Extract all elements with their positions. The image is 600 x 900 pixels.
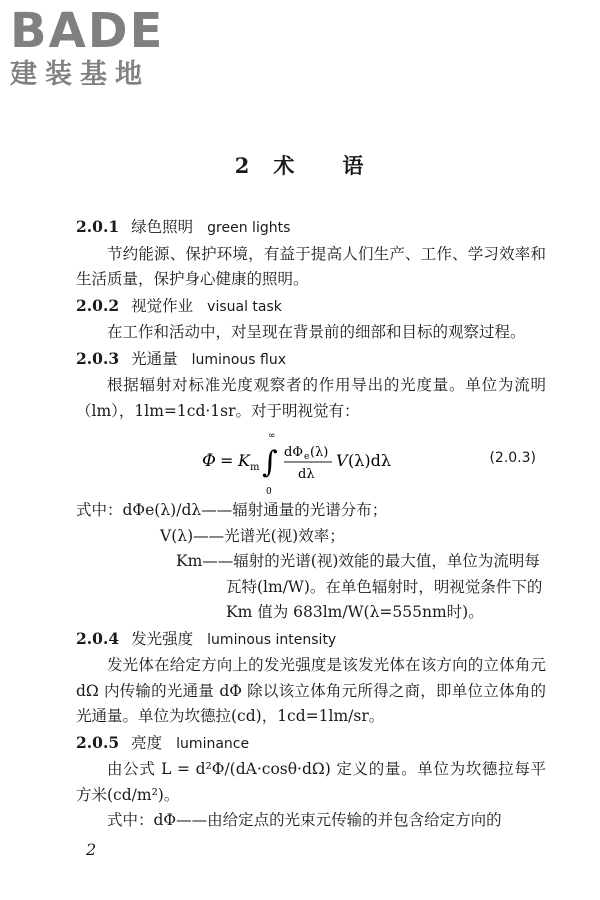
chapter-number: 2 xyxy=(234,153,252,178)
svg-text:V: V xyxy=(336,451,348,470)
svg-text:e: e xyxy=(304,452,310,462)
term-cn: 亮度 xyxy=(131,733,163,752)
term-heading xyxy=(76,346,546,374)
svg-text:(λ)dλ: (λ)dλ xyxy=(348,451,392,470)
term-en: luminous flux xyxy=(191,351,286,368)
term-heading xyxy=(76,730,546,758)
luminous-flux-formula xyxy=(202,428,432,498)
svg-text:dλ: dλ xyxy=(298,467,315,482)
term-definition: 发光体在给定方向上的发光强度是该发光体在该方向的立体角元 dΩ 内传输的光通量 dΦ 除以该立体角元所得之商，即单位立体角的光通量。单位为坎德拉(cd)，1cd=1lm/sr。 xyxy=(76,656,546,725)
term-cn: 光通量 xyxy=(131,349,178,368)
term-en: luminance xyxy=(176,735,250,752)
term-cn: 绿色照明 xyxy=(131,218,194,236)
where-line: 式中：dΦ——由给定点的光束元传输的并包含给定方向的 xyxy=(107,811,502,829)
term-heading xyxy=(76,626,546,654)
svg-text:m: m xyxy=(250,462,260,473)
where-line: V(λ)——光谱光(视)效率； xyxy=(160,526,345,545)
term-cn: 视觉作业 xyxy=(131,296,194,315)
term-cn: 发光强度 xyxy=(131,629,194,648)
term-en: visual task xyxy=(207,298,282,315)
bade-logo xyxy=(10,3,200,90)
term-number: 2.0.1 xyxy=(76,217,120,236)
term-number: 2.0.2 xyxy=(76,295,120,315)
term-definition: 由公式 L = d²Φ/(dA·cosθ·dΩ) 定义的量。单位为坎德拉每平方米(cd/m²)。 xyxy=(76,760,546,804)
svg-text:(λ): (λ) xyxy=(310,445,329,460)
term-definition: 节约能源、保护环境，有益于提高人们生产、工作、学习效率和生活质量，保护身心健康的照明。 xyxy=(76,244,546,288)
chapter-title xyxy=(0,150,600,180)
term-en: luminous intensity xyxy=(207,631,337,648)
document-body xyxy=(76,214,546,834)
term-number: 2.0.3 xyxy=(76,348,120,368)
chapter-word-1: 术 xyxy=(273,153,297,178)
logo-wordmark: BADE xyxy=(10,3,165,59)
where-line: 式中：dΦe(λ)/dλ——辐射通量的光谱分布； xyxy=(76,501,388,519)
term-heading xyxy=(76,293,546,321)
svg-text:0: 0 xyxy=(266,487,272,497)
term-en: green lights xyxy=(207,220,291,236)
chapter-word-2: 语 xyxy=(342,153,366,178)
svg-text:∫: ∫ xyxy=(262,445,278,480)
svg-text:K: K xyxy=(238,451,250,470)
term-number: 2.0.4 xyxy=(76,628,120,648)
where-line: Km——辐射的光谱(视)效能的最大值，单位为流明每瓦特(lm/W)。在单色辐射时，明视觉条件下的 Km 值为 683lm/W(λ=555nm时)。 xyxy=(176,552,543,621)
term-definition: 根据辐射对标准光度观察者的作用导出的光度量。单位为流明（lm），1lm=1cd·1sr。对于明视觉有： xyxy=(76,376,546,420)
svg-text:=: = xyxy=(220,451,234,470)
page-number: 2 xyxy=(86,840,97,859)
svg-text:Φ: Φ xyxy=(202,451,216,471)
svg-text:dΦ: dΦ xyxy=(284,445,303,460)
formula-number: (2.0.3) xyxy=(489,450,536,466)
term-number: 2.0.5 xyxy=(76,732,120,752)
logo-subtitle: 建装基地 xyxy=(10,59,150,90)
formula-row xyxy=(76,424,546,498)
term-definition: 在工作和活动中，对呈现在背景前的细部和目标的观察过程。 xyxy=(107,323,526,341)
svg-text:∞: ∞ xyxy=(268,431,276,441)
term-heading xyxy=(76,214,546,242)
